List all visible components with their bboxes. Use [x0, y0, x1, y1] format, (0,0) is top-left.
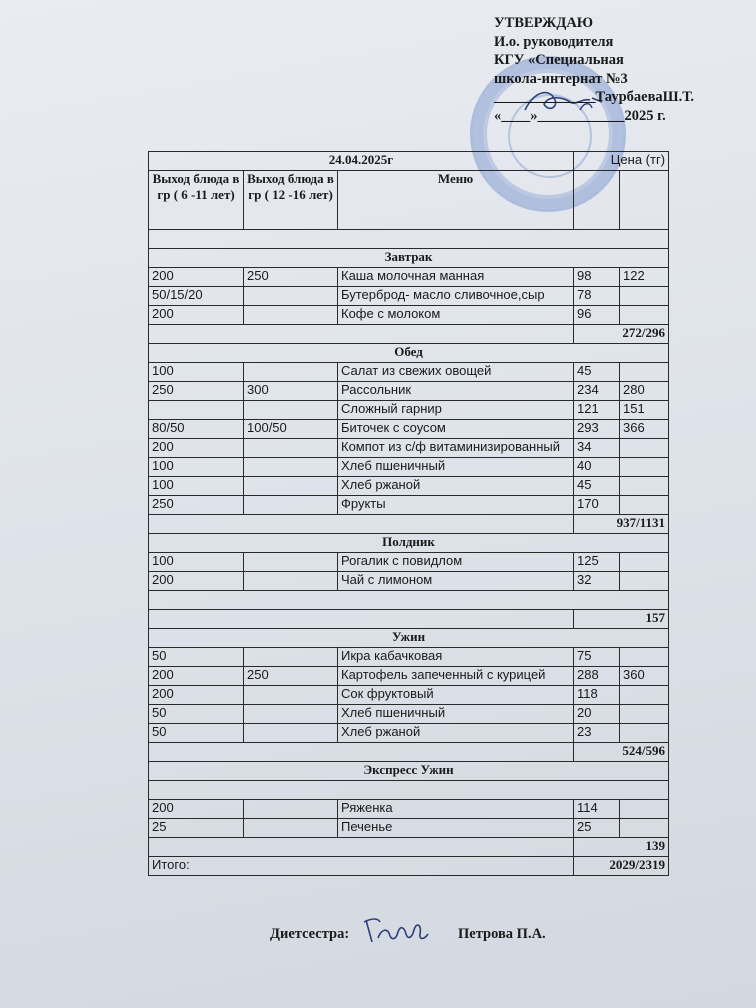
total-row [149, 325, 669, 344]
portion-age1-cell: 200 [149, 686, 244, 705]
table-header-row [149, 171, 669, 230]
dish-name-cell: Сок фруктовый [338, 686, 574, 705]
price2-cell: 366 [620, 420, 669, 439]
portion-age2-cell [244, 553, 338, 572]
spacer-row [149, 781, 669, 800]
portion-age1-cell: 200 [149, 800, 244, 819]
dish-name-cell: Хлеб ржаной [338, 724, 574, 743]
approval-position: И.о. руководителя [494, 33, 614, 50]
portion-age2-cell [244, 572, 338, 591]
table-row [149, 477, 669, 496]
price1-cell: 234 [574, 382, 620, 401]
portion-age1-cell: 25 [149, 819, 244, 838]
dish-name-cell: Кофе с молоком [338, 306, 574, 325]
portion-age1-cell: 50 [149, 724, 244, 743]
price2-cell [620, 686, 669, 705]
total-row [149, 515, 669, 534]
portion-age1-cell: 200 [149, 439, 244, 458]
dish-name-cell: Чай с лимоном [338, 572, 574, 591]
dish-name-cell: Ряженка [338, 800, 574, 819]
spacer-cell [149, 591, 669, 610]
portion-age1-cell: 200 [149, 306, 244, 325]
approval-block [494, 14, 734, 125]
table-row [149, 667, 669, 686]
dish-name-cell: Сложный гарнир [338, 401, 574, 420]
column-header-menu: Меню [338, 171, 574, 230]
dietitian-signature [362, 912, 434, 946]
section-total: 524/596 [574, 743, 669, 762]
table-row [149, 572, 669, 591]
price1-cell: 23 [574, 724, 620, 743]
total-blank-cell [149, 610, 574, 629]
total-row [149, 610, 669, 629]
portion-age2-cell [244, 496, 338, 515]
section-total: 937/1131 [574, 515, 669, 534]
grand-total-value: 2029/2319 [574, 857, 669, 876]
table-row [149, 458, 669, 477]
dish-name-cell: Хлеб ржаной [338, 477, 574, 496]
dish-name-cell: Хлеб пшеничный [338, 705, 574, 724]
portion-age1-cell: 100 [149, 477, 244, 496]
price1-cell: 45 [574, 363, 620, 382]
price2-cell: 280 [620, 382, 669, 401]
portion-age2-cell: 300 [244, 382, 338, 401]
price1-cell: 78 [574, 287, 620, 306]
price1-cell: 293 [574, 420, 620, 439]
total-row [149, 838, 669, 857]
portion-age2-cell [244, 306, 338, 325]
section-total: 272/296 [574, 325, 669, 344]
spacer-cell [149, 781, 669, 800]
price2-cell [620, 306, 669, 325]
table-row [149, 800, 669, 819]
price2-cell: 122 [620, 268, 669, 287]
table-row [149, 287, 669, 306]
price1-cell: 288 [574, 667, 620, 686]
approval-org-cont: школа-интернат №3 [494, 70, 628, 87]
section-title: Завтрак [149, 249, 669, 268]
column-header-price2 [620, 171, 669, 230]
total-blank-cell [149, 515, 574, 534]
dish-name-cell: Хлеб пшеничный [338, 458, 574, 477]
column-header-age2: Выход блюда в гр ( 12 -16 лет) [244, 171, 338, 230]
table-row [149, 382, 669, 401]
table-row [149, 268, 669, 287]
column-header-age1: Выход блюда в гр ( 6 -11 лет) [149, 171, 244, 230]
portion-age1-cell: 200 [149, 572, 244, 591]
price1-cell: 96 [574, 306, 620, 325]
total-row [149, 743, 669, 762]
section-row [149, 629, 669, 648]
section-title: Ужин [149, 629, 669, 648]
price1-cell: 170 [574, 496, 620, 515]
table-row [149, 496, 669, 515]
portion-age2-cell [244, 724, 338, 743]
dish-name-cell: Печенье [338, 819, 574, 838]
portion-age1-cell: 200 [149, 268, 244, 287]
dish-name-cell: Икра кабачковая [338, 648, 574, 667]
dish-name-cell: Биточек с соусом [338, 420, 574, 439]
portion-age1-cell: 250 [149, 382, 244, 401]
dish-name-cell: Каша молочная манная [338, 268, 574, 287]
table-row [149, 439, 669, 458]
dish-name-cell: Бутерброд- масло сливочное,сыр [338, 287, 574, 306]
portion-age1-cell: 200 [149, 667, 244, 686]
spacer-row [149, 591, 669, 610]
portion-age1-cell: 80/50 [149, 420, 244, 439]
price2-cell: 360 [620, 667, 669, 686]
price2-cell [620, 800, 669, 819]
price1-cell: 121 [574, 401, 620, 420]
portion-age1-cell: 50 [149, 705, 244, 724]
dish-name-cell: Рогалик с повидлом [338, 553, 574, 572]
price1-cell: 45 [574, 477, 620, 496]
portion-age1-cell: 100 [149, 553, 244, 572]
column-header-price1 [574, 171, 620, 230]
section-title: Полдник [149, 534, 669, 553]
section-row [149, 344, 669, 363]
total-blank-cell [149, 838, 574, 857]
menu-date: 24.04.2025г [149, 152, 574, 171]
price1-cell: 98 [574, 268, 620, 287]
price2-cell [620, 724, 669, 743]
portion-age2-cell [244, 458, 338, 477]
portion-age2-cell [244, 439, 338, 458]
section-title: Экспресс Ужин [149, 762, 669, 781]
price2-cell [620, 458, 669, 477]
portion-age2-cell: 250 [244, 667, 338, 686]
portion-age2-cell [244, 705, 338, 724]
table-row [149, 819, 669, 838]
portion-age1-cell [149, 401, 244, 420]
approval-signatory: ______________ТаурбаеваШ.Т. [494, 89, 695, 105]
price2-cell [620, 363, 669, 382]
spacer-row [149, 230, 669, 249]
price2-cell [620, 819, 669, 838]
section-row [149, 762, 669, 781]
price1-cell: 118 [574, 686, 620, 705]
section-row [149, 534, 669, 553]
approval-title: УТВЕРЖДАЮ [494, 15, 594, 31]
table-row [149, 705, 669, 724]
portion-age2-cell: 100/50 [244, 420, 338, 439]
grand-total-row [149, 857, 669, 876]
portion-age1-cell: 100 [149, 458, 244, 477]
table-row [149, 363, 669, 382]
table-row [149, 648, 669, 667]
price2-cell [620, 287, 669, 306]
grand-total-label: Итого: [149, 857, 574, 876]
section-total: 157 [574, 610, 669, 629]
approval-org: КГУ «Специальная [494, 52, 624, 68]
table-row [149, 306, 669, 325]
dish-name-cell: Компот из с/ф витаминизированный [338, 439, 574, 458]
dish-name-cell: Фрукты [338, 496, 574, 515]
portion-age2-cell: 250 [244, 268, 338, 287]
spacer-cell [149, 230, 669, 249]
dietitian-label: Диетсестра: [270, 926, 350, 942]
price1-cell: 32 [574, 572, 620, 591]
portion-age2-cell [244, 648, 338, 667]
section-row [149, 249, 669, 268]
price2-cell [620, 648, 669, 667]
portion-age2-cell [244, 477, 338, 496]
price2-cell [620, 439, 669, 458]
total-blank-cell [149, 743, 574, 762]
portion-age2-cell [244, 800, 338, 819]
table-row [149, 553, 669, 572]
price1-cell: 114 [574, 800, 620, 819]
price1-cell: 20 [574, 705, 620, 724]
portion-age2-cell [244, 287, 338, 306]
price2-cell: 151 [620, 401, 669, 420]
portion-age2-cell [244, 401, 338, 420]
dish-name-cell: Салат из свежих овощей [338, 363, 574, 382]
dietitian-name: Петрова П.А. [458, 926, 546, 942]
price2-cell [620, 553, 669, 572]
section-total: 139 [574, 838, 669, 857]
portion-age2-cell [244, 819, 338, 838]
table-row [149, 724, 669, 743]
menu-table [148, 151, 669, 876]
table-date-row [149, 152, 669, 171]
approval-date: «____»____________2025 г. [494, 107, 666, 124]
price1-cell: 40 [574, 458, 620, 477]
price2-cell [620, 705, 669, 724]
portion-age2-cell [244, 686, 338, 705]
portion-age1-cell: 50 [149, 648, 244, 667]
price1-cell: 34 [574, 439, 620, 458]
portion-age1-cell: 50/15/20 [149, 287, 244, 306]
table-row [149, 401, 669, 420]
portion-age1-cell: 100 [149, 363, 244, 382]
price-header: Цена (тг) [574, 152, 669, 171]
price2-cell [620, 572, 669, 591]
table-row [149, 420, 669, 439]
total-blank-cell [149, 325, 574, 344]
price1-cell: 75 [574, 648, 620, 667]
price2-cell [620, 477, 669, 496]
portion-age1-cell: 250 [149, 496, 244, 515]
price2-cell [620, 496, 669, 515]
dish-name-cell: Рассольник [338, 382, 574, 401]
section-title: Обед [149, 344, 669, 363]
price1-cell: 125 [574, 553, 620, 572]
price1-cell: 25 [574, 819, 620, 838]
portion-age2-cell [244, 363, 338, 382]
dish-name-cell: Картофель запеченный с курицей [338, 667, 574, 686]
table-row [149, 686, 669, 705]
